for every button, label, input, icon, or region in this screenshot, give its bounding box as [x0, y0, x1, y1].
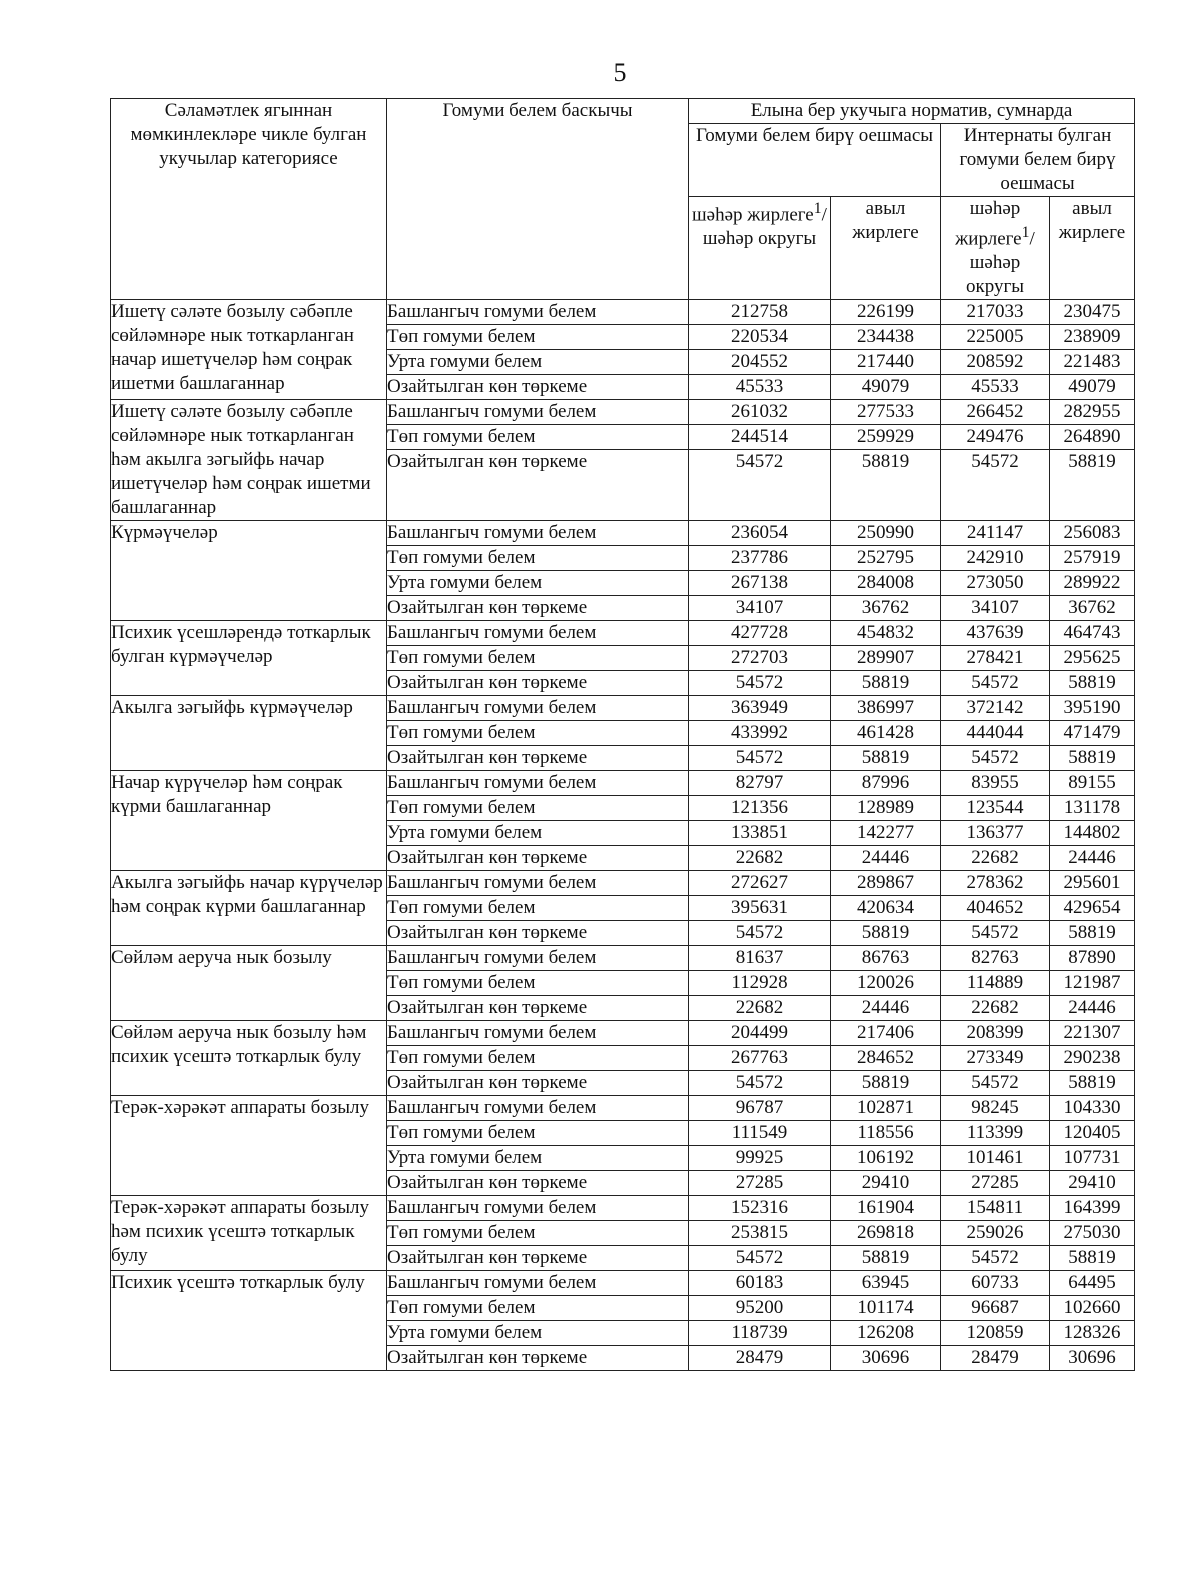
value-cell-rural-general: 58819 — [831, 450, 941, 521]
table-row — [111, 1271, 1135, 1296]
value-cell-rural-general: 289907 — [831, 646, 941, 671]
value-cell-urban-general: 267763 — [689, 1046, 831, 1071]
value-cell-rural-boarding: 395190 — [1050, 696, 1135, 721]
value-cell-rural-general: 142277 — [831, 821, 941, 846]
value-cell-rural-boarding: 120405 — [1050, 1121, 1135, 1146]
table-row — [111, 400, 1135, 425]
value-cell-urban-boarding: 444044 — [941, 721, 1050, 746]
category-cell: Акылга зәгыйфь начар күрүчеләр һәм соңрак күрми башлаганнар — [111, 871, 387, 946]
value-cell-rural-general: 63945 — [831, 1271, 941, 1296]
value-cell-urban-boarding: 136377 — [941, 821, 1050, 846]
value-cell-urban-boarding: 22682 — [941, 996, 1050, 1021]
level-cell: Башлангыч гомуми белем — [387, 1196, 689, 1221]
value-cell-rural-boarding: 221307 — [1050, 1021, 1135, 1046]
value-cell-urban-general: 220534 — [689, 325, 831, 350]
category-cell: Терәк-хәрәкәт аппараты бозылу — [111, 1096, 387, 1196]
value-cell-urban-boarding: 96687 — [941, 1296, 1050, 1321]
value-cell-rural-general: 49079 — [831, 375, 941, 400]
value-cell-urban-boarding: 208592 — [941, 350, 1050, 375]
table-row — [111, 696, 1135, 721]
level-cell: Урта гомуми белем — [387, 1321, 689, 1346]
table-body — [111, 300, 1135, 1371]
value-cell-urban-general: 54572 — [689, 1246, 831, 1271]
level-cell: Төп гомуми белем — [387, 1296, 689, 1321]
level-cell: Төп гомуми белем — [387, 325, 689, 350]
level-cell: Төп гомуми белем — [387, 425, 689, 450]
header-normative: Елына бер укучыга норматив, сумнарда — [689, 99, 1135, 124]
value-cell-rural-boarding: 121987 — [1050, 971, 1135, 996]
level-cell: Төп гомуми белем — [387, 1046, 689, 1071]
value-cell-urban-general: 81637 — [689, 946, 831, 971]
value-cell-urban-general: 133851 — [689, 821, 831, 846]
header-level: Гомуми белем баскычы — [387, 99, 689, 300]
level-cell: Төп гомуми белем — [387, 546, 689, 571]
value-cell-urban-boarding: 113399 — [941, 1121, 1050, 1146]
value-cell-rural-general: 29410 — [831, 1171, 941, 1196]
value-cell-urban-boarding: 54572 — [941, 921, 1050, 946]
value-cell-rural-general: 284652 — [831, 1046, 941, 1071]
level-cell: Төп гомуми белем — [387, 1221, 689, 1246]
header-urban-b: / шәһәр округы — [702, 204, 827, 250]
value-cell-rural-boarding: 128326 — [1050, 1321, 1135, 1346]
value-cell-rural-general: 269818 — [831, 1221, 941, 1246]
level-cell: Озайтылган көн төркеме — [387, 671, 689, 696]
header-rural-general: авыл жирлеге — [831, 197, 941, 300]
value-cell-urban-general: 395631 — [689, 896, 831, 921]
category-cell: Психик үсешләрендә тоткарлык булган күрмәүчеләр — [111, 621, 387, 696]
table-row — [111, 621, 1135, 646]
level-cell: Башлангыч гомуми белем — [387, 771, 689, 796]
value-cell-urban-boarding: 259026 — [941, 1221, 1050, 1246]
value-cell-urban-general: 54572 — [689, 921, 831, 946]
value-cell-rural-general: 128989 — [831, 796, 941, 821]
value-cell-urban-boarding: 54572 — [941, 450, 1050, 521]
value-cell-urban-general: 272627 — [689, 871, 831, 896]
value-cell-urban-boarding: 60733 — [941, 1271, 1050, 1296]
value-cell-rural-general: 126208 — [831, 1321, 941, 1346]
table-row — [111, 946, 1135, 971]
value-cell-urban-boarding: 54572 — [941, 1071, 1050, 1096]
value-cell-rural-boarding: 221483 — [1050, 350, 1135, 375]
value-cell-urban-general: 118739 — [689, 1321, 831, 1346]
value-cell-urban-boarding: 82763 — [941, 946, 1050, 971]
value-cell-urban-general: 45533 — [689, 375, 831, 400]
value-cell-urban-general: 267138 — [689, 571, 831, 596]
value-cell-rural-boarding: 289922 — [1050, 571, 1135, 596]
value-cell-urban-general: 34107 — [689, 596, 831, 621]
value-cell-urban-boarding: 278421 — [941, 646, 1050, 671]
value-cell-rural-boarding: 58819 — [1050, 921, 1135, 946]
value-cell-rural-general: 58819 — [831, 921, 941, 946]
category-cell: Начар күрүчеләр һәм соңрак күрми башлаганнар — [111, 771, 387, 871]
value-cell-urban-boarding: 123544 — [941, 796, 1050, 821]
level-cell: Төп гомуми белем — [387, 796, 689, 821]
level-cell: Озайтылган көн төркеме — [387, 450, 689, 521]
level-cell: Озайтылган көн төркеме — [387, 921, 689, 946]
level-cell: Төп гомуми белем — [387, 1121, 689, 1146]
value-cell-rural-boarding: 87890 — [1050, 946, 1135, 971]
value-cell-rural-boarding: 107731 — [1050, 1146, 1135, 1171]
value-cell-rural-boarding: 144802 — [1050, 821, 1135, 846]
value-cell-urban-general: 433992 — [689, 721, 831, 746]
level-cell: Озайтылган көн төркеме — [387, 1246, 689, 1271]
level-cell: Озайтылган көн төркеме — [387, 596, 689, 621]
value-cell-rural-general: 87996 — [831, 771, 941, 796]
value-cell-rural-boarding: 464743 — [1050, 621, 1135, 646]
value-cell-urban-boarding: 154811 — [941, 1196, 1050, 1221]
value-cell-urban-boarding: 101461 — [941, 1146, 1050, 1171]
value-cell-rural-boarding: 131178 — [1050, 796, 1135, 821]
level-cell: Башлангыч гомуми белем — [387, 400, 689, 425]
value-cell-urban-boarding: 225005 — [941, 325, 1050, 350]
value-cell-rural-boarding: 102660 — [1050, 1296, 1135, 1321]
table-row — [111, 1021, 1135, 1046]
value-cell-urban-boarding: 266452 — [941, 400, 1050, 425]
level-cell: Башлангыч гомуми белем — [387, 696, 689, 721]
value-cell-rural-general: 86763 — [831, 946, 941, 971]
category-cell: Психик үсештә тоткарлык булу — [111, 1271, 387, 1371]
category-cell: Ишетү сәләте бозылу сәбәпле сөйләмнәре нык тоткарланган начар ишетүчеләр һәм соңрак ишетми башлаганнар — [111, 300, 387, 400]
value-cell-rural-general: 24446 — [831, 996, 941, 1021]
level-cell: Озайтылган көн төркеме — [387, 1171, 689, 1196]
value-cell-urban-general: 427728 — [689, 621, 831, 646]
value-cell-urban-boarding: 34107 — [941, 596, 1050, 621]
value-cell-urban-boarding: 83955 — [941, 771, 1050, 796]
value-cell-urban-boarding: 45533 — [941, 375, 1050, 400]
value-cell-urban-general: 54572 — [689, 450, 831, 521]
value-cell-urban-boarding: 273349 — [941, 1046, 1050, 1071]
level-cell: Озайтылган көн төркеме — [387, 1346, 689, 1371]
value-cell-rural-boarding: 264890 — [1050, 425, 1135, 450]
value-cell-rural-general: 461428 — [831, 721, 941, 746]
value-cell-urban-general: 363949 — [689, 696, 831, 721]
value-cell-rural-boarding: 295601 — [1050, 871, 1135, 896]
value-cell-rural-boarding: 295625 — [1050, 646, 1135, 671]
page-number: 5 — [613, 58, 627, 87]
value-cell-urban-general: 54572 — [689, 671, 831, 696]
value-cell-rural-boarding: 36762 — [1050, 596, 1135, 621]
value-cell-rural-general: 58819 — [831, 746, 941, 771]
value-cell-urban-general: 212758 — [689, 300, 831, 325]
value-cell-rural-general: 454832 — [831, 621, 941, 646]
value-cell-urban-boarding: 437639 — [941, 621, 1050, 646]
value-cell-rural-general: 252795 — [831, 546, 941, 571]
value-cell-rural-general: 30696 — [831, 1346, 941, 1371]
level-cell: Урта гомуми белем — [387, 571, 689, 596]
value-cell-urban-general: 152316 — [689, 1196, 831, 1221]
value-cell-rural-boarding: 282955 — [1050, 400, 1135, 425]
value-cell-rural-general: 118556 — [831, 1121, 941, 1146]
value-cell-urban-boarding: 404652 — [941, 896, 1050, 921]
table-row — [111, 300, 1135, 325]
value-cell-rural-general: 259929 — [831, 425, 941, 450]
value-cell-rural-general: 58819 — [831, 1071, 941, 1096]
table-row — [111, 771, 1135, 796]
value-cell-urban-general: 54572 — [689, 746, 831, 771]
value-cell-rural-boarding: 49079 — [1050, 375, 1135, 400]
value-cell-urban-boarding: 28479 — [941, 1346, 1050, 1371]
level-cell: Озайтылган көн төркеме — [387, 746, 689, 771]
level-cell: Озайтылган көн төркеме — [387, 1071, 689, 1096]
value-cell-urban-boarding: 273050 — [941, 571, 1050, 596]
value-cell-rural-general: 284008 — [831, 571, 941, 596]
level-cell: Урта гомуми белем — [387, 1146, 689, 1171]
value-cell-urban-general: 236054 — [689, 521, 831, 546]
value-cell-urban-general: 27285 — [689, 1171, 831, 1196]
value-cell-urban-boarding: 372142 — [941, 696, 1050, 721]
value-cell-rural-boarding: 429654 — [1050, 896, 1135, 921]
header-urban-general — [689, 197, 831, 300]
category-cell: Акылга зәгыйфь күрмәүчеләр — [111, 696, 387, 771]
value-cell-urban-general: 95200 — [689, 1296, 831, 1321]
value-cell-urban-general: 96787 — [689, 1096, 831, 1121]
header-urban-b: / шәһәр округы — [965, 228, 1035, 298]
value-cell-rural-general: 161904 — [831, 1196, 941, 1221]
value-cell-urban-general: 204499 — [689, 1021, 831, 1046]
value-cell-rural-general: 24446 — [831, 846, 941, 871]
level-cell: Урта гомуми белем — [387, 821, 689, 846]
value-cell-urban-general: 54572 — [689, 1071, 831, 1096]
value-cell-urban-general: 253815 — [689, 1221, 831, 1246]
value-cell-rural-general: 217440 — [831, 350, 941, 375]
value-cell-rural-boarding: 29410 — [1050, 1171, 1135, 1196]
value-cell-urban-boarding: 217033 — [941, 300, 1050, 325]
value-cell-urban-general: 111549 — [689, 1121, 831, 1146]
level-cell: Төп гомуми белем — [387, 646, 689, 671]
table-row — [111, 521, 1135, 546]
value-cell-rural-boarding: 24446 — [1050, 996, 1135, 1021]
level-cell: Урта гомуми белем — [387, 350, 689, 375]
level-cell: Төп гомуми белем — [387, 721, 689, 746]
value-cell-rural-boarding: 164399 — [1050, 1196, 1135, 1221]
header-urban-boarding — [941, 197, 1050, 300]
header-boarding-org: Интернаты булган гомуми белем бирү оешмасы — [941, 124, 1135, 197]
value-cell-urban-boarding: 27285 — [941, 1171, 1050, 1196]
value-cell-urban-general: 112928 — [689, 971, 831, 996]
level-cell: Озайтылган көн төркеме — [387, 996, 689, 1021]
value-cell-rural-boarding: 89155 — [1050, 771, 1135, 796]
value-cell-rural-boarding: 30696 — [1050, 1346, 1135, 1371]
value-cell-urban-general: 244514 — [689, 425, 831, 450]
value-cell-urban-general: 204552 — [689, 350, 831, 375]
value-cell-rural-general: 420634 — [831, 896, 941, 921]
value-cell-rural-general: 386997 — [831, 696, 941, 721]
header-rural-boarding: авыл жирлеге — [1050, 197, 1135, 300]
header-general-org: Гомуми белем бирү оешмасы — [689, 124, 941, 197]
value-cell-rural-boarding: 24446 — [1050, 846, 1135, 871]
value-cell-rural-general: 101174 — [831, 1296, 941, 1321]
value-cell-urban-general: 237786 — [689, 546, 831, 571]
level-cell: Төп гомуми белем — [387, 971, 689, 996]
level-cell: Башлангыч гомуми белем — [387, 1021, 689, 1046]
value-cell-urban-general: 272703 — [689, 646, 831, 671]
value-cell-rural-general: 226199 — [831, 300, 941, 325]
table-row — [111, 871, 1135, 896]
header-urban-a: шәһәр жирлеге — [955, 198, 1022, 250]
value-cell-urban-boarding: 22682 — [941, 846, 1050, 871]
level-cell: Башлангыч гомуми белем — [387, 871, 689, 896]
category-cell: Ишетү сәләте бозылу сәбәпле сөйләмнәре нык тоткарланган һәм акылга зәгыйфь начар ишетүчеләр һәм соңрак ишетми башлаганнар — [111, 400, 387, 521]
value-cell-rural-boarding: 58819 — [1050, 1246, 1135, 1271]
value-cell-rural-boarding: 290238 — [1050, 1046, 1135, 1071]
category-cell: Сөйләм аеруча нык бозылу — [111, 946, 387, 1021]
level-cell: Башлангыч гомуми белем — [387, 521, 689, 546]
level-cell: Башлангыч гомуми белем — [387, 300, 689, 325]
value-cell-rural-boarding: 58819 — [1050, 671, 1135, 696]
value-cell-urban-boarding: 54572 — [941, 746, 1050, 771]
value-cell-rural-general: 36762 — [831, 596, 941, 621]
header-category: Сәламәтлек ягыннан мөмкинлекләре чикле булган укучылар категориясе — [111, 99, 387, 300]
value-cell-urban-boarding: 98245 — [941, 1096, 1050, 1121]
value-cell-urban-boarding: 120859 — [941, 1321, 1050, 1346]
category-cell: Сөйләм аеруча нык бозылу һәм психик үсештә тоткарлык булу — [111, 1021, 387, 1096]
value-cell-rural-boarding: 257919 — [1050, 546, 1135, 571]
value-cell-urban-boarding: 278362 — [941, 871, 1050, 896]
value-cell-rural-boarding: 275030 — [1050, 1221, 1135, 1246]
value-cell-rural-general: 234438 — [831, 325, 941, 350]
normative-table — [110, 98, 1135, 1371]
level-cell: Башлангыч гомуми белем — [387, 1271, 689, 1296]
level-cell: Озайтылган көн төркеме — [387, 375, 689, 400]
footnote-mark: 1 — [1021, 224, 1030, 241]
header-urban-a: шәһәр жирлеге — [692, 204, 814, 226]
value-cell-urban-boarding: 54572 — [941, 1246, 1050, 1271]
value-cell-rural-boarding: 238909 — [1050, 325, 1135, 350]
value-cell-urban-general: 60183 — [689, 1271, 831, 1296]
value-cell-urban-boarding: 241147 — [941, 521, 1050, 546]
value-cell-rural-general: 277533 — [831, 400, 941, 425]
level-cell: Башлангыч гомуми белем — [387, 946, 689, 971]
footnote-mark: 1 — [813, 200, 822, 217]
value-cell-rural-boarding: 256083 — [1050, 521, 1135, 546]
value-cell-rural-boarding: 230475 — [1050, 300, 1135, 325]
category-cell: Терәк-хәрәкәт аппараты бозылу һәм психик үсештә тоткарлык булу — [111, 1196, 387, 1271]
value-cell-urban-general: 82797 — [689, 771, 831, 796]
value-cell-urban-general: 28479 — [689, 1346, 831, 1371]
value-cell-rural-boarding: 104330 — [1050, 1096, 1135, 1121]
level-cell: Озайтылган көн төркеме — [387, 846, 689, 871]
value-cell-rural-boarding: 471479 — [1050, 721, 1135, 746]
value-cell-rural-general: 58819 — [831, 1246, 941, 1271]
level-cell: Башлангыч гомуми белем — [387, 1096, 689, 1121]
value-cell-urban-general: 261032 — [689, 400, 831, 425]
value-cell-urban-boarding: 249476 — [941, 425, 1050, 450]
category-cell: Күрмәүчеләр — [111, 521, 387, 621]
value-cell-rural-general: 120026 — [831, 971, 941, 996]
value-cell-rural-boarding: 58819 — [1050, 1071, 1135, 1096]
value-cell-rural-general: 289867 — [831, 871, 941, 896]
value-cell-rural-boarding: 64495 — [1050, 1271, 1135, 1296]
value-cell-rural-general: 58819 — [831, 671, 941, 696]
table-row — [111, 1096, 1135, 1121]
table-row — [111, 1196, 1135, 1221]
level-cell: Башлангыч гомуми белем — [387, 621, 689, 646]
level-cell: Төп гомуми белем — [387, 896, 689, 921]
value-cell-urban-general: 22682 — [689, 846, 831, 871]
value-cell-urban-boarding: 242910 — [941, 546, 1050, 571]
value-cell-urban-boarding: 208399 — [941, 1021, 1050, 1046]
value-cell-rural-general: 217406 — [831, 1021, 941, 1046]
value-cell-urban-general: 121356 — [689, 796, 831, 821]
value-cell-urban-boarding: 114889 — [941, 971, 1050, 996]
value-cell-rural-general: 102871 — [831, 1096, 941, 1121]
value-cell-rural-general: 250990 — [831, 521, 941, 546]
value-cell-urban-general: 99925 — [689, 1146, 831, 1171]
table-header — [111, 99, 1135, 300]
value-cell-urban-boarding: 54572 — [941, 671, 1050, 696]
value-cell-rural-boarding: 58819 — [1050, 746, 1135, 771]
value-cell-rural-general: 106192 — [831, 1146, 941, 1171]
value-cell-rural-boarding: 58819 — [1050, 450, 1135, 521]
value-cell-urban-general: 22682 — [689, 996, 831, 1021]
